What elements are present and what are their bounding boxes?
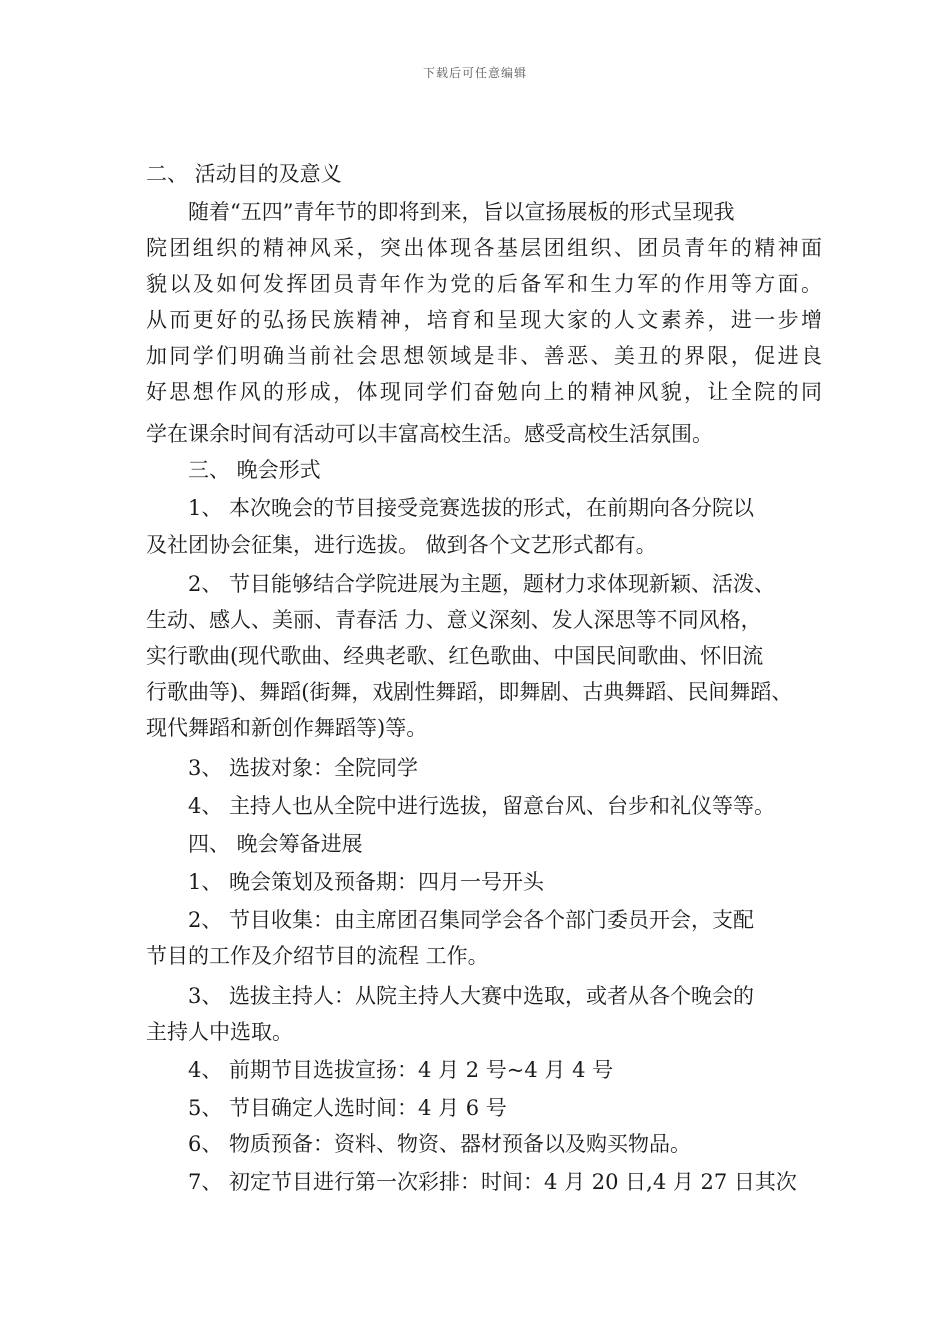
section-heading: 四、 晚会筹备进展 [188,832,363,856]
list-item: 4、 主持人也从全院中进行选拔，留意台风、台步和礼仪等等。 [188,794,776,818]
list-item-continuation: 实行歌曲(现代歌曲、经典老歌、红色歌曲、中国民间歌曲、怀旧流 [146,644,764,668]
paragraph-line: 貌以及如何发挥团员青年作为党的后备军和生力军的作用等方面。 [146,272,822,296]
list-item-continuation: 及社团协会征集，进行选拔。 做到各个文艺形式都有。 [146,533,657,557]
list-item-continuation: 生动、感人、美丽、青春活 力、意义深刻、发人深思等不同风格， [146,608,762,632]
list-item-continuation: 现代舞蹈和新创作舞蹈等)等。 [146,716,428,740]
list-item: 5、 节目确定人选时间：4 月 6 号 [188,1096,507,1120]
list-item: 1、 本次晚会的节目接受竞赛选拔的形式，在前期向各分院以 [188,496,755,520]
section-heading: 三、 晚会形式 [188,458,321,482]
paragraph-line: 随着“五四”青年节的即将到来，旨以宣扬展板的形式呈现我 [188,200,735,224]
paragraph-line: 学在课余时间有活动可以丰富高校生活。感受高校生活氛围。 [146,422,713,446]
list-item: 7、 初定节目进行第一次彩排：时间：4 月 20 日,4 月 27 日其次 [188,1170,797,1194]
list-item: 6、 物质预备：资料、物资、器材预备以及购买物品。 [188,1132,692,1156]
list-item: 3、 选拔主持人：从院主持人大赛中选取，或者从各个晚会的 [188,984,755,1008]
section-heading: 二、 活动目的及意义 [146,162,342,186]
list-item: 3、 选拔对象：全院同学 [188,756,419,780]
paragraph-line: 从而更好的弘扬民族精神，培育和呈现大家的人文素养，进一步增 [146,308,822,332]
list-item: 4、 前期节目选拔宣扬：4 月 2 号~4 月 4 号 [188,1058,614,1082]
list-item-continuation: 节目的工作及介绍节目的流程 工作。 [146,944,489,968]
list-item: 2、 节目收集：由主席团召集同学会各个部门委员开会，支配 [188,908,755,932]
paragraph-line: 院团组织的精神风采，突出体现各基层团组织、团员青年的精神面 [146,236,822,260]
paragraph-line: 加同学们明确当前社会思想领域是非、善恶、美丑的界限，促进良 [146,344,822,368]
page-header: 下载后可任意编辑 [422,66,527,80]
list-item: 2、 节目能够结合学院进展为主题，题材力求体现新颖、活泼、 [188,572,776,596]
paragraph-line: 好思想作风的形成，体现同学们奋勉向上的精神风貌，让全院的同 [146,380,822,404]
list-item: 1、 晚会策划及预备期：四月一号开头 [188,870,545,894]
list-item-continuation: 行歌曲等)、舞蹈(街舞，戏剧性舞蹈，即舞剧、古典舞蹈、民间舞蹈、 [146,680,793,704]
list-item-continuation: 主持人中选取。 [146,1020,293,1044]
